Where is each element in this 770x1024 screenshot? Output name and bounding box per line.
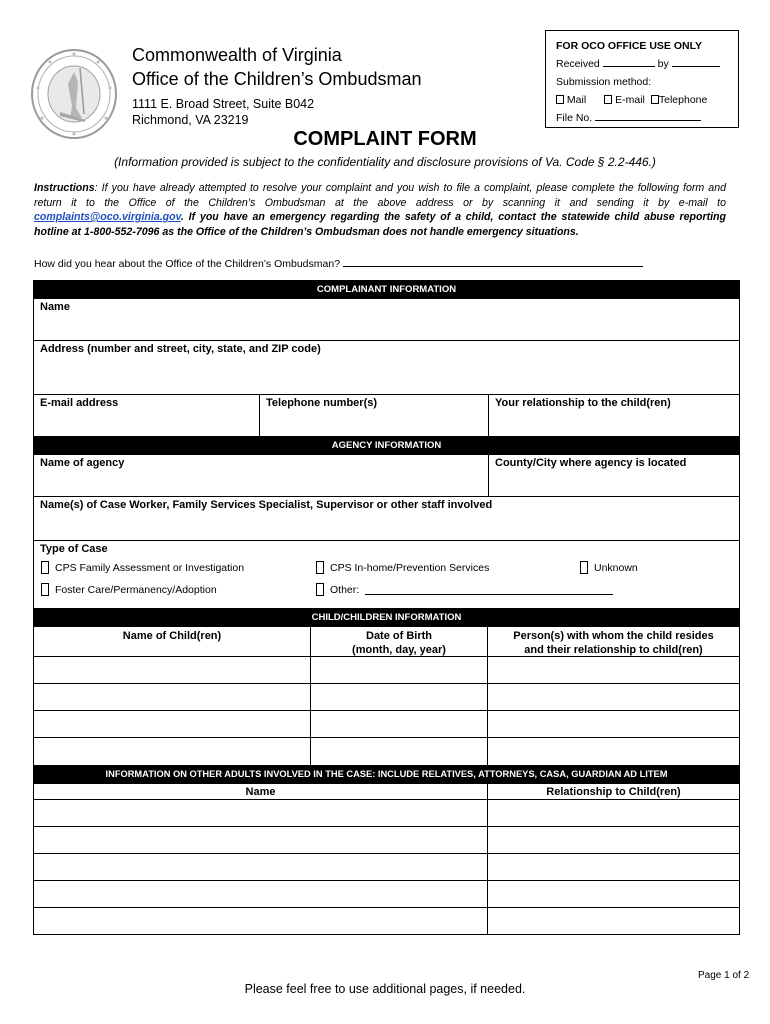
- form-title: COMPLAINT FORM: [293, 128, 477, 150]
- checkbox-icon: [41, 561, 49, 574]
- agency-section-header: AGENCY INFORMATION: [33, 436, 740, 455]
- instructions-label: Instructions: [34, 182, 95, 194]
- dob-header: Date of Birth (month, day, year): [311, 627, 488, 656]
- table-row[interactable]: [34, 880, 739, 907]
- hear-question: How did you hear about the Office of the Children’s Ombudsman?: [34, 256, 643, 270]
- case-type-other[interactable]: Other:: [316, 583, 613, 596]
- by-field[interactable]: [672, 56, 720, 67]
- table-row[interactable]: [34, 826, 739, 853]
- checkbox-icon: [41, 583, 49, 596]
- children-table: [33, 627, 740, 766]
- complainant-address-field[interactable]: [33, 341, 740, 395]
- page-number: Page 1 of 2: [698, 970, 750, 981]
- file-no-row: [556, 109, 728, 127]
- county-label: County/City where agency is located: [495, 457, 687, 469]
- complainant-relationship-field[interactable]: [488, 395, 740, 437]
- checkbox-icon: [316, 583, 324, 596]
- file-no-field[interactable]: [595, 110, 701, 121]
- method-mail[interactable]: Mail: [556, 91, 586, 109]
- method-email[interactable]: E-mail: [604, 91, 645, 109]
- form-subtitle: (Information provided is subject to the confidentiality and disclosure provisions of Va. Code § 2.2-446.): [114, 155, 656, 169]
- submission-method-label: Submission method:: [556, 76, 652, 88]
- case-type-label: Type of Case: [40, 543, 108, 555]
- complaints-email-link[interactable]: complaints@oco.virginia.gov: [34, 211, 181, 223]
- complainant-name-field[interactable]: [33, 299, 740, 341]
- agency-name-field[interactable]: [33, 455, 489, 497]
- phone-label: Telephone number(s): [266, 397, 378, 409]
- table-row[interactable]: [34, 853, 739, 880]
- adult-name-header: Name: [34, 784, 488, 799]
- checkbox-icon: [580, 561, 588, 574]
- email-label: E-mail address: [40, 397, 119, 409]
- submission-method-row: [556, 91, 728, 109]
- street-address: 1111 E. Broad Street, Suite B042: [132, 97, 315, 111]
- received-label: Received: [556, 58, 600, 70]
- adult-relationship-header: Relationship to Child(ren): [546, 786, 681, 798]
- agency-county-field[interactable]: [488, 455, 740, 497]
- virginia-seal-icon: [30, 48, 118, 140]
- office-use-box: [545, 30, 739, 128]
- instructions-text: : If you have already attempted to resolve your complaint and you wish to file a complaint, please complete the following form and return it to the Office of the Children’s Ombudsman at the above address or by scanning it and sending it by e-mail to: [34, 182, 726, 209]
- case-type-unknown[interactable]: Unknown: [580, 561, 638, 574]
- table-row[interactable]: [34, 710, 739, 737]
- checkbox-icon: [604, 95, 612, 104]
- complainant-phone-field[interactable]: [259, 395, 489, 437]
- office-name: Office of the Children’s Ombudsman: [132, 69, 422, 89]
- emergency-text: . If you have an emergency regarding the safety of a child, contact the statewide child abuse reporting hotline at 1-800-552-7096 as the Office of the Children’s Ombudsman does not handle emergency situations.: [34, 211, 726, 238]
- name-label: Name: [40, 301, 70, 313]
- relationship-label: Your relationship to the child(ren): [495, 397, 671, 409]
- case-type-cps-inhome[interactable]: CPS In-home/Prevention Services: [316, 561, 489, 574]
- table-row[interactable]: [34, 799, 739, 826]
- table-row[interactable]: [34, 656, 739, 683]
- other-case-type-field[interactable]: [365, 584, 613, 595]
- org-name: Commonwealth of Virginia: [132, 45, 342, 65]
- complainant-section-header: COMPLAINANT INFORMATION: [33, 280, 740, 299]
- complainant-email-field[interactable]: [33, 395, 260, 437]
- child-name-header: Name of Child(ren): [34, 627, 311, 656]
- agency-label: Name of agency: [40, 457, 125, 469]
- method-telephone[interactable]: Telephone: [651, 91, 707, 109]
- children-section-header: CHILD/CHILDREN INFORMATION: [33, 608, 740, 627]
- case-type-foster-care[interactable]: Foster Care/Permanency/Adoption: [41, 583, 217, 596]
- case-type-cps-assessment[interactable]: CPS Family Assessment or Investigation: [41, 561, 244, 574]
- staff-involved-field[interactable]: [33, 497, 740, 541]
- checkbox-icon: [651, 95, 659, 104]
- table-row[interactable]: [34, 683, 739, 710]
- by-label: by: [657, 58, 669, 70]
- adults-table: [33, 784, 740, 935]
- adults-section-header: INFORMATION ON OTHER ADULTS INVOLVED IN THE CASE: INCLUDE RELATIVES, ATTORNEYS, CASA, GUARDIAN AD LITEM: [33, 765, 740, 784]
- city-address: Richmond, VA 23219: [132, 113, 249, 127]
- case-type-box: [33, 541, 740, 609]
- checkbox-icon: [556, 95, 564, 104]
- address-label: Address (number and street, city, state, and ZIP code): [40, 343, 321, 355]
- children-table-header: [34, 627, 739, 656]
- file-no-label: File No.: [556, 112, 593, 124]
- checkbox-icon: [316, 561, 324, 574]
- office-use-title: FOR OCO OFFICE USE ONLY: [556, 40, 703, 52]
- footer-note: Please feel free to use additional pages, if needed.: [244, 982, 526, 996]
- table-row[interactable]: [34, 737, 739, 765]
- org-header: [132, 44, 421, 128]
- table-row[interactable]: [34, 907, 739, 934]
- adults-table-header: [34, 784, 739, 799]
- received-row: [556, 55, 728, 73]
- staff-label: Name(s) of Case Worker, Family Services Specialist, Supervisor or other staff involved: [40, 499, 493, 511]
- received-field[interactable]: [603, 56, 655, 67]
- instructions: [34, 181, 726, 239]
- resides-with-header: Person(s) with whom the child resides and their relationship to child(ren): [513, 630, 714, 656]
- hear-answer-field[interactable]: [343, 256, 643, 267]
